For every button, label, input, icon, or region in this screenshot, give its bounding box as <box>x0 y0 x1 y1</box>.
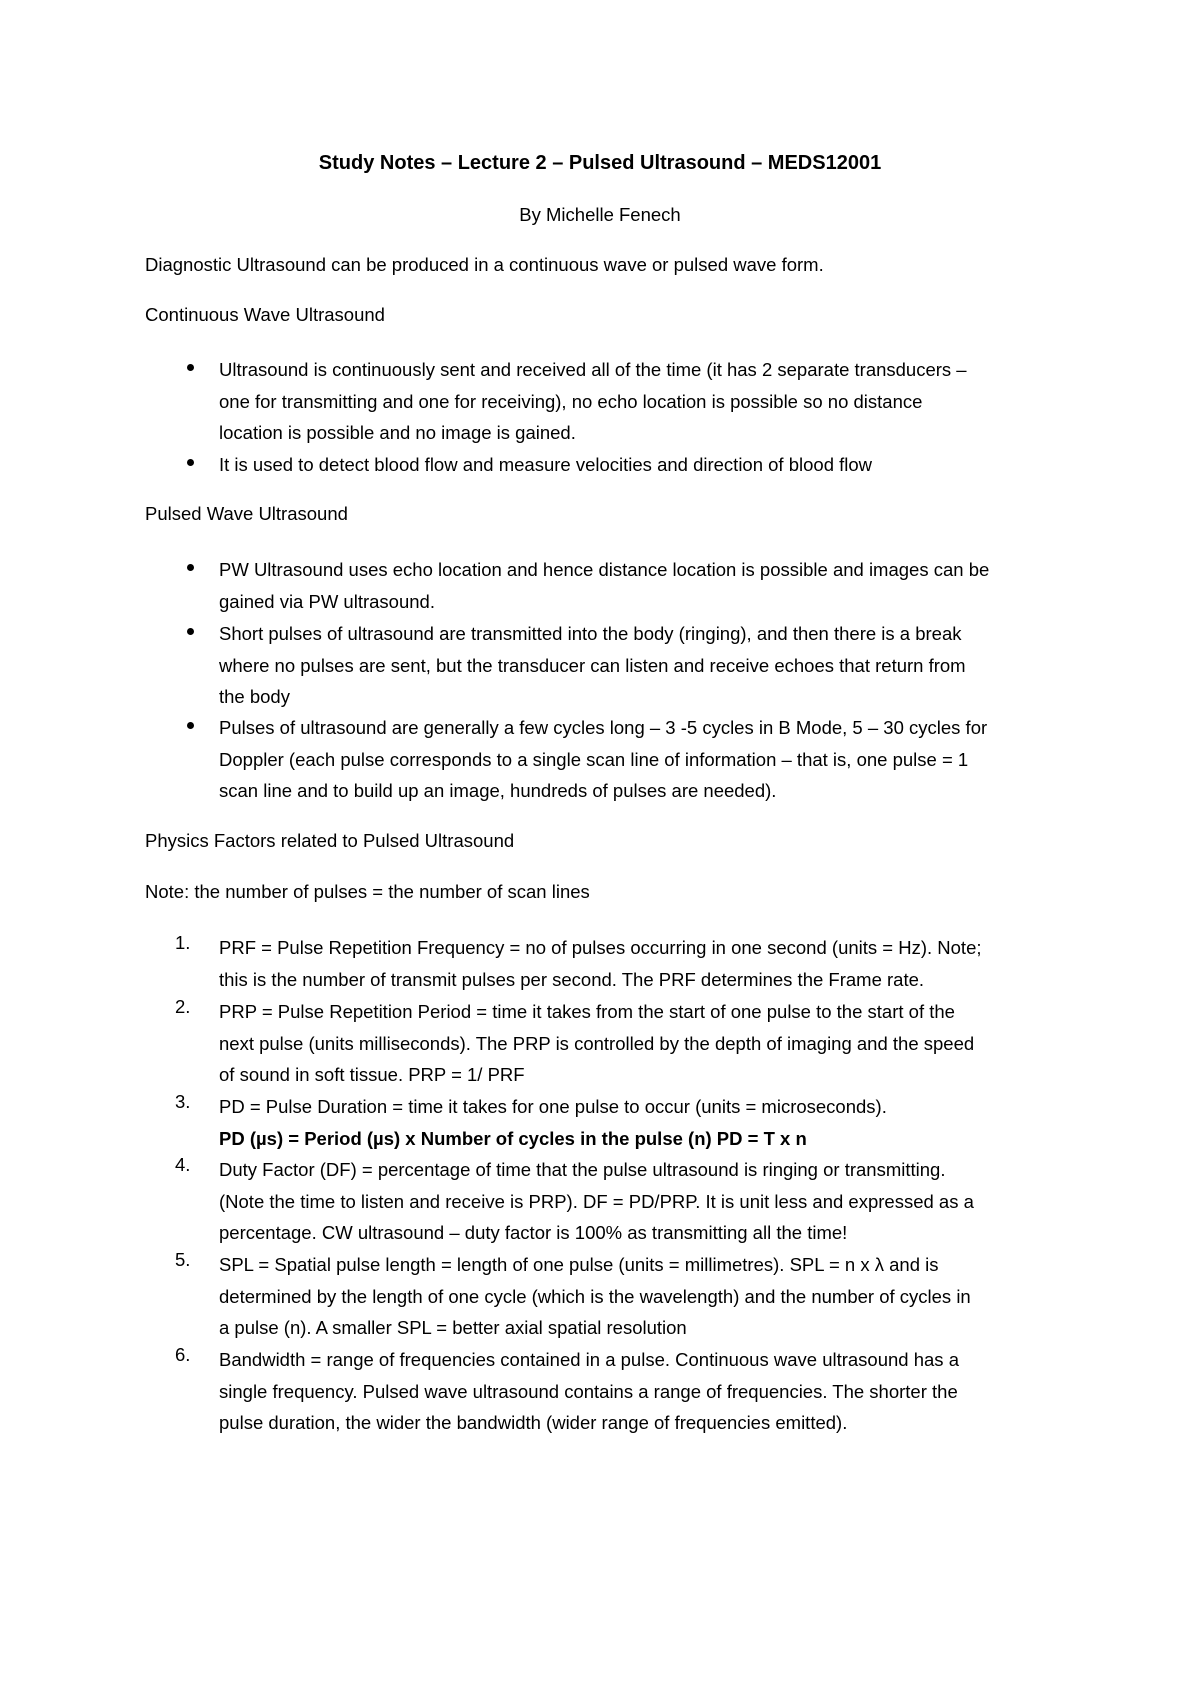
bullet-icon <box>187 628 194 635</box>
line: Ultrasound is continuously sent and received all of the time (it has 2 separate transducers – <box>219 359 967 380</box>
line: Bandwidth = range of frequencies contained in a pulse. Continuous wave ultrasound has a <box>219 1349 959 1370</box>
line: gained via PW ultrasound. <box>219 590 435 612</box>
item-number: 6. <box>175 1344 191 1365</box>
item-number: 3. <box>175 1091 191 1112</box>
item-number: 1. <box>175 932 191 953</box>
line: percentage. CW ultrasound – duty factor is 100% as transmitting all the time! <box>219 1222 848 1243</box>
line: one for transmitting and one for receiving), no echo location is possible so no distance <box>219 390 923 412</box>
bullet-icon <box>187 564 194 571</box>
item-number: 5. <box>175 1249 191 1270</box>
line: Short pulses of ultrasound are transmitted into the body (ringing), and then there is a break <box>219 623 962 644</box>
line: PD = Pulse Duration = time it takes for one pulse to occur (units = microseconds). <box>219 1096 887 1117</box>
line: next pulse (units milliseconds). The PRP is controlled by the depth of imaging and the speed <box>219 1032 975 1054</box>
page-title: Study Notes – Lecture 2 – Pulsed Ultrasound – MEDS12001 <box>318 152 882 174</box>
line: pulse duration, the wider the bandwidth (wider range of frequencies emitted). <box>219 1412 848 1433</box>
line: where no pulses are sent, but the transducer can listen and receive echoes that return from <box>219 654 966 676</box>
line: Pulses of ultrasound are generally a few cycles long – 3 -5 cycles in B Mode, 5 – 30 cycles for <box>219 717 988 738</box>
line: PW Ultrasound uses echo location and hence distance location is possible and images can be <box>219 559 990 580</box>
pd-formula: PD (µs) = Period (µs) x Number of cycles in the pulse (n) PD = T x n <box>219 1127 807 1149</box>
line: Doppler (each pulse corresponds to a single scan line of information – that is, one pulse = 1 <box>219 748 969 770</box>
line: location is possible and no image is gained. <box>219 422 576 443</box>
cw-heading: Continuous Wave Ultrasound <box>145 304 385 325</box>
line: a pulse (n). A smaller SPL = better axial spatial resolution <box>219 1317 687 1338</box>
line: (Note the time to listen and receive is PRP). DF = PD/PRP. It is unit less and expressed as a <box>219 1190 974 1212</box>
line: of sound in soft tissue. PRP = 1/ PRF <box>219 1064 525 1085</box>
pw-heading: Pulsed Wave Ultrasound <box>145 503 348 524</box>
line: this is the number of transmit pulses per second. The PRF determines the Frame rate. <box>219 968 925 990</box>
line: the body <box>219 686 290 707</box>
line: scan line and to build up an image, hundreds of pulses are needed). <box>219 780 777 801</box>
line: PRF = Pulse Repetition Frequency = no of pulses occurring in one second (units = Hz). Note; <box>219 937 982 958</box>
bullet-icon <box>187 459 194 466</box>
line: Duty Factor (DF) = percentage of time that the pulse ultrasound is ringing or transmitting. <box>219 1159 946 1180</box>
line: PRP = Pulse Repetition Period = time it takes from the start of one pulse to the start of the <box>219 1001 955 1022</box>
intro-paragraph: Diagnostic Ultrasound can be produced in a continuous wave or pulsed wave form. <box>145 254 824 275</box>
item-number: 2. <box>175 996 191 1017</box>
bullet-icon <box>187 722 194 729</box>
line: determined by the length of one cycle (which is the wavelength) and the number of cycles in <box>219 1285 971 1307</box>
physics-heading: Physics Factors related to Pulsed Ultrasound <box>145 830 515 851</box>
item-number: 4. <box>175 1154 191 1175</box>
line: single frequency. Pulsed wave ultrasound contains a range of frequencies. The shorter the <box>219 1380 958 1402</box>
physics-note: Note: the number of pulses = the number of scan lines <box>145 881 590 902</box>
author-line: By Michelle Fenech <box>519 204 681 225</box>
line: SPL = Spatial pulse length = length of one pulse (units = millimetres). SPL = n x λ and is <box>219 1254 939 1275</box>
bullet-icon <box>187 364 194 371</box>
line: It is used to detect blood flow and measure velocities and direction of blood flow <box>219 454 873 475</box>
